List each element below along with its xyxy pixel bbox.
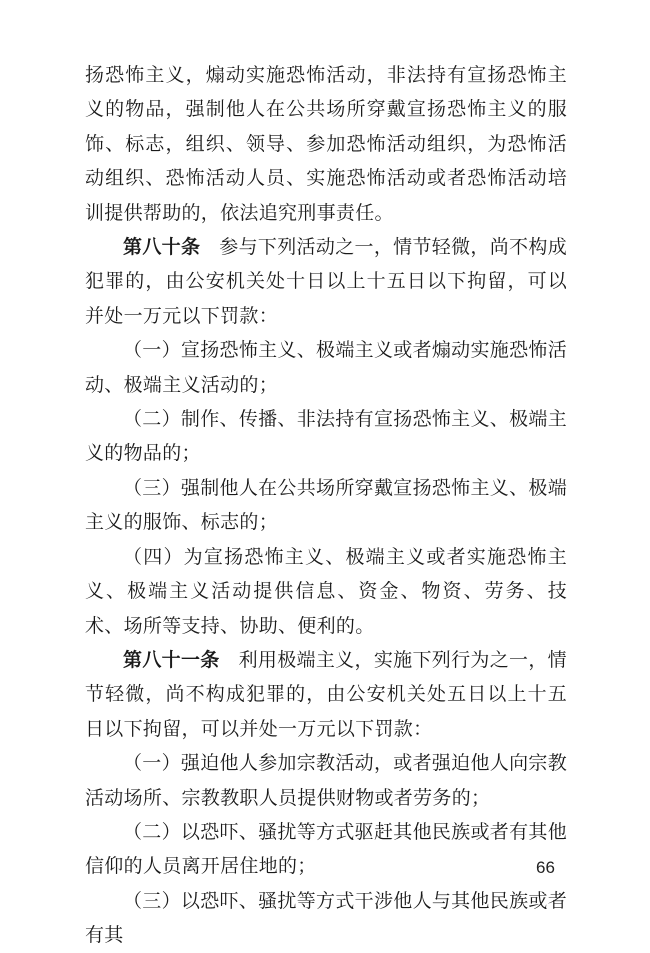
paragraph-text: 参与下列活动之一，情节轻微，尚不构成犯罪的，由公安机关处十日以上十五日以下拘留，可以并处一万元以下罚款： bbox=[85, 236, 567, 327]
list-item bbox=[85, 884, 567, 953]
paragraph-text: （二）以恐吓、骚扰等方式驱赶其他民族或者有其他信仰的人员离开居住地的； bbox=[85, 820, 567, 878]
list-item bbox=[85, 746, 567, 815]
paragraph-continuation bbox=[85, 58, 567, 230]
document-page bbox=[85, 58, 567, 953]
page-number: 66 bbox=[536, 858, 555, 877]
paragraph-text: 扬恐怖主义，煽动实施恐怖活动，非法持有宣扬恐怖主义的物品，强制他人在公共场所穿戴宣扬恐怖主义的服饰、标志，组织、领导、参加恐怖活动组织，为恐怖活动组织、恐怖活动人员、实施恐怖活动或者恐怖活动培训提供帮助的，依法追究刑事责任。 bbox=[85, 64, 567, 224]
list-item bbox=[85, 402, 567, 471]
paragraph-text: （四）为宣扬恐怖主义、极端主义或者实施恐怖主义、极端主义活动提供信息、资金、物资、劳务、技术、场所等支持、协助、便利的。 bbox=[85, 545, 567, 637]
article-number: 第八十条 bbox=[123, 236, 201, 259]
paragraph-text: 利用极端主义，实施下列行为之一，情节轻微，尚不构成犯罪的，由公安机关处五日以上十五日以下拘留，可以并处一万元以下罚款： bbox=[85, 648, 567, 740]
article-80 bbox=[85, 230, 567, 333]
article-81 bbox=[85, 643, 567, 746]
paragraph-text: （二）制作、传播、非法持有宣扬恐怖主义、极端主义的物品的； bbox=[85, 408, 567, 465]
paragraph-text: （三）强制他人在公共场所穿戴宣扬恐怖主义、极端主义的服饰、标志的； bbox=[85, 476, 567, 534]
paragraph-text: （一）宣扬恐怖主义、极端主义或者煽动实施恐怖活动、极端主义活动的； bbox=[85, 339, 567, 396]
paragraph-text: （一）强迫他人参加宗教活动，或者强迫他人向宗教活动场所、宗教教职人员提供财物或者劳务的； bbox=[85, 752, 567, 809]
list-item bbox=[85, 815, 567, 884]
list-item bbox=[85, 471, 567, 540]
list-item bbox=[85, 333, 567, 402]
paragraph-text: （三）以恐吓、骚扰等方式干涉他人与其他民族或者有其 bbox=[85, 889, 567, 947]
article-number: 第八十一条 bbox=[123, 648, 220, 671]
list-item bbox=[85, 540, 567, 643]
